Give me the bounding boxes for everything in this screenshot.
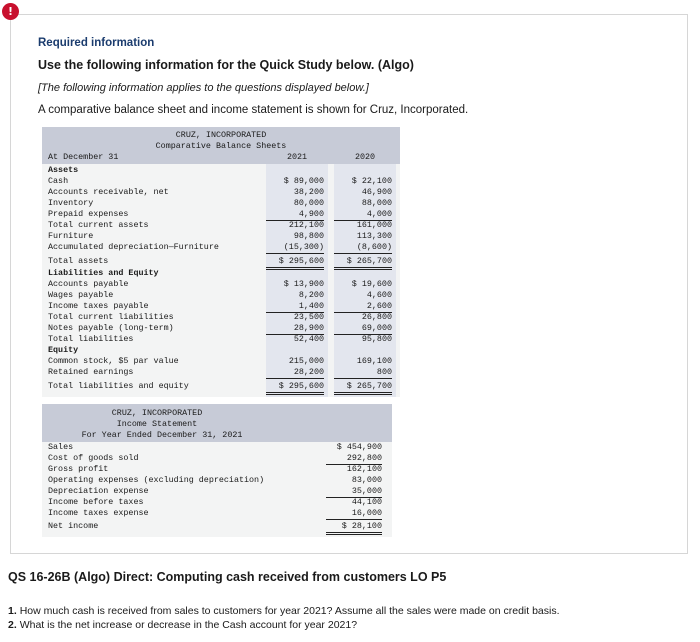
balance-sheet-value-2020: 4,000 — [334, 209, 392, 221]
income-statement-value: 35,000 — [326, 486, 382, 498]
balance-sheet-value-2021: 23,500 — [293, 312, 324, 322]
income-statement-row-label: Net income — [48, 521, 99, 531]
balance-sheet-value-2020: $ 265,700 — [334, 256, 392, 270]
balance-sheet-value-2020: 69,000 — [334, 323, 392, 335]
balance-sheet-row-label: Furniture — [48, 231, 94, 241]
income-statement-value: 292,800 — [326, 453, 382, 465]
balance-sheet-row-label: Assets — [48, 165, 79, 175]
balance-sheet-row-label: Total liabilities — [48, 334, 134, 344]
income-statement-value: 44,100 — [351, 497, 382, 507]
balance-sheet-row-label: Wages payable — [48, 290, 114, 300]
balance-sheet-row-label: Cash — [48, 176, 69, 186]
income-statement-period: For Year Ended December 31, 2021 — [81, 430, 243, 440]
balance-sheet-value-2021: 215,000 — [288, 356, 324, 366]
balance-sheet-title: Comparative Balance Sheets — [155, 141, 287, 151]
income-statement-value: $ 454,900 — [336, 442, 382, 452]
balance-sheet-row-label: Total liabilities and equity — [48, 381, 189, 391]
income-statement-value: $ 28,100 — [326, 521, 382, 535]
income-statement-value: 162,100 — [346, 464, 382, 474]
balance-sheet-value-2021: 38,200 — [293, 187, 324, 197]
balance-sheet-row-label: Liabilities and Equity — [48, 268, 159, 278]
alert-icon: ! — [2, 3, 19, 20]
income-statement-value: 16,000 — [326, 508, 382, 520]
balance-sheet-value-2020: $ 22,100 — [351, 176, 392, 186]
balance-sheet-value-2020: 2,600 — [334, 301, 392, 313]
description-text: A comparative balance sheet and income statement is shown for Cruz, Incorporated. — [38, 104, 469, 116]
question-1-text: How much cash is received from sales to customers for year 2021? Assume all the sales were made on credit basis. — [19, 605, 560, 617]
question-2 — [8, 619, 357, 631]
income-statement-row-label: Operating expenses (excluding depreciation) — [48, 475, 265, 485]
column-header-2021: 2021 — [286, 152, 308, 162]
balance-sheet-value-2021: 28,900 — [266, 323, 324, 335]
balance-sheet-value-2021: 1,400 — [266, 301, 324, 313]
balance-sheet-company: CRUZ, INCORPORATED — [175, 130, 267, 140]
income-statement-row-label: Depreciation expense — [48, 486, 149, 496]
question-1 — [8, 605, 560, 617]
balance-sheet-value-2021: 8,200 — [298, 290, 324, 300]
income-statement-company: CRUZ, INCORPORATED — [111, 408, 203, 418]
balance-sheet-row-label: Notes payable (long-term) — [48, 323, 174, 333]
income-statement-table — [42, 404, 392, 537]
balance-sheet-value-2021: 80,000 — [293, 198, 324, 208]
balance-sheet-row-label: Retained earnings — [48, 367, 134, 377]
balance-sheet-date-label: At December 31 — [48, 152, 119, 162]
balance-sheet-value-2020: 88,000 — [361, 198, 392, 208]
balance-sheet-row-label: Equity — [48, 345, 79, 355]
income-statement-row-label: Income taxes expense — [48, 508, 149, 518]
balance-sheet-row-label: Common stock, $5 par value — [48, 356, 179, 366]
balance-sheet-row-label: Accumulated depreciation—Furniture — [48, 242, 219, 252]
income-statement-row-label: Cost of goods sold — [48, 453, 139, 463]
balance-sheet-value-2021: 52,400 — [293, 334, 324, 344]
balance-sheet-value-2020: $ 19,600 — [351, 279, 392, 289]
income-statement-row-label: Sales — [48, 442, 74, 452]
balance-sheet-value-2020: $ 265,700 — [334, 381, 392, 395]
question-2-text: What is the net increase or decrease in the Cash account for year 2021? — [19, 619, 358, 631]
balance-sheet-value-2021: 4,900 — [266, 209, 324, 221]
question-2-number: 2. — [8, 619, 17, 631]
balance-sheet-value-2020: 161,000 — [356, 220, 392, 230]
income-statement-row-label: Income before taxes — [48, 497, 144, 507]
required-information-title: Required information — [38, 37, 155, 49]
balance-sheet-value-2021: 28,200 — [266, 367, 324, 379]
balance-sheet-value-2020: (8,600) — [334, 242, 392, 254]
balance-sheet-table — [42, 127, 400, 397]
balance-sheet-value-2021: $ 295,600 — [266, 381, 324, 395]
balance-sheet-value-2020: 113,300 — [356, 231, 392, 241]
balance-sheet-row-label: Total assets — [48, 256, 109, 266]
balance-sheet-value-2021: 98,800 — [293, 231, 324, 241]
balance-sheet-value-2021: 212,100 — [288, 220, 324, 230]
balance-sheet-value-2021: $ 13,900 — [283, 279, 324, 289]
balance-sheet-row-label: Inventory — [48, 198, 94, 208]
balance-sheet-value-2020: 26,800 — [361, 312, 392, 322]
applies-note: [The following information applies to the questions displayed below.] — [38, 82, 369, 94]
balance-sheet-value-2021: (15,300) — [266, 242, 324, 254]
balance-sheet-row-label: Accounts payable — [48, 279, 129, 289]
balance-sheet-value-2021: $ 295,600 — [266, 256, 324, 270]
balance-sheet-value-2021: $ 89,000 — [283, 176, 324, 186]
balance-sheet-value-2020: 169,100 — [356, 356, 392, 366]
balance-sheet-value-2020: 4,600 — [366, 290, 392, 300]
income-statement-title: Income Statement — [116, 419, 198, 429]
balance-sheet-value-2020: 95,800 — [361, 334, 392, 344]
use-information-heading: Use the following information for the Quick Study below. (Algo) — [38, 58, 414, 72]
income-statement-row-label: Gross profit — [48, 464, 109, 474]
balance-sheet-row-label: Total current liabilities — [48, 312, 174, 322]
balance-sheet-value-2020: 46,900 — [361, 187, 392, 197]
balance-sheet-row-label: Prepaid expenses — [48, 209, 129, 219]
column-header-2020: 2020 — [354, 152, 376, 162]
balance-sheet-row-label: Income taxes payable — [48, 301, 149, 311]
income-statement-value: 83,000 — [351, 475, 382, 485]
quick-study-title: QS 16-26B (Algo) Direct: Computing cash received from customers LO P5 — [8, 570, 447, 584]
balance-sheet-row-label: Accounts receivable, net — [48, 187, 169, 197]
question-1-number: 1. — [8, 605, 17, 617]
balance-sheet-value-2020: 800 — [334, 367, 392, 379]
balance-sheet-row-label: Total current assets — [48, 220, 149, 230]
